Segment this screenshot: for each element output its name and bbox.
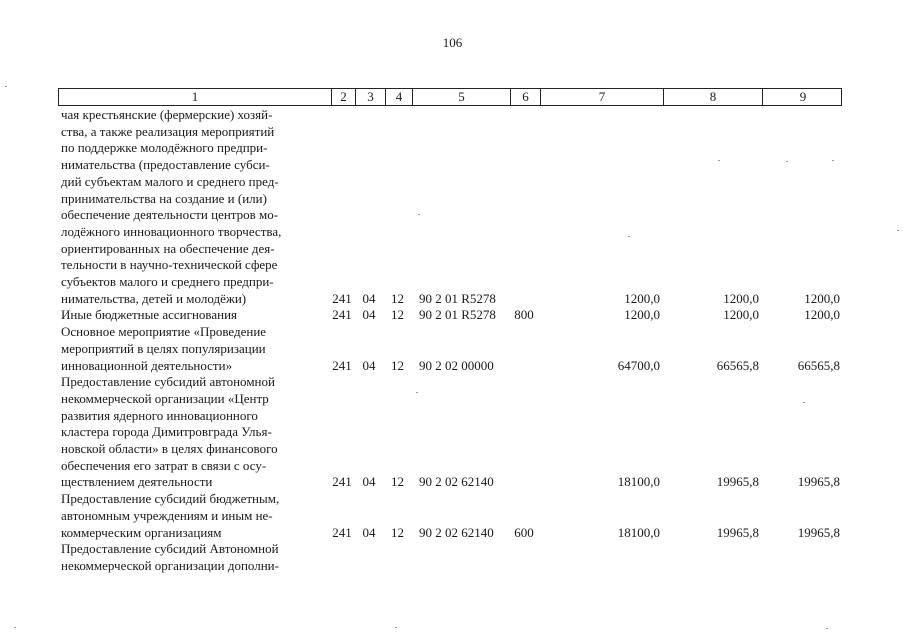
header-col-3: 3 <box>355 89 385 105</box>
cell-col-2: 241 <box>332 290 352 306</box>
cell-col-8: 19965,8 <box>716 474 759 490</box>
cell-col-9: 1200,0 <box>804 307 840 323</box>
header-col-1: 1 <box>191 89 199 104</box>
row-description <box>58 307 330 324</box>
cell-col-2: 241 <box>332 357 352 373</box>
description-line: Предоставление субсидий Автономной <box>61 541 279 557</box>
description-line: автономным учреждениям и иным не- <box>61 507 273 523</box>
description-line: инновационной деятельности» <box>61 357 233 373</box>
table-row <box>58 107 842 307</box>
cell-col-2: 241 <box>332 474 352 490</box>
description-line: некоммерческой организации «Центр <box>61 390 269 406</box>
page-number: 106 <box>442 35 463 50</box>
scan-speck <box>786 161 788 162</box>
cell-col-5: 90 2 02 00000 <box>419 357 494 373</box>
cell-col-4: 12 <box>391 357 404 373</box>
cell-col-7: 18100,0 <box>617 474 660 490</box>
row-description <box>58 324 330 374</box>
description-line: тельности в научно-технической сфере <box>61 257 278 273</box>
table-row <box>58 491 842 541</box>
scan-speck <box>628 236 630 237</box>
scan-speck <box>832 160 834 161</box>
description-line: лодёжного инновационного творчества, <box>61 223 282 239</box>
table-row <box>58 324 842 374</box>
description-line: ства, а также реализация мероприятий <box>61 123 275 139</box>
cell-col-7: 18100,0 <box>617 524 660 540</box>
description-line: мероприятий в целях популяризации <box>61 340 266 356</box>
row-description <box>58 491 330 541</box>
header-col-4: 4 <box>385 89 412 105</box>
cell-col-9: 1200,0 <box>804 290 840 306</box>
description-line: Предоставление субсидий бюджетным, <box>61 491 280 507</box>
cell-col-2: 241 <box>332 307 352 323</box>
cell-col-6: 800 <box>514 307 534 323</box>
cell-col-8: 19965,8 <box>716 524 759 540</box>
scan-speck <box>418 214 420 215</box>
cell-col-7: 1200,0 <box>624 307 660 323</box>
header-col-5: 5 <box>412 89 510 105</box>
description-line: по поддержке молодёжного предпри- <box>61 140 268 156</box>
scan-speck <box>803 402 805 403</box>
description-line: обеспечения его затрат в связи с осу- <box>61 457 267 473</box>
table-row <box>58 307 842 324</box>
header-col-9: 9 <box>762 89 843 105</box>
scan-speck <box>416 392 418 393</box>
row-description <box>58 374 330 491</box>
cell-col-4: 12 <box>391 474 404 490</box>
table-header-row <box>58 88 842 106</box>
table-row <box>58 541 842 574</box>
description-line: принимательства на создание и (или) <box>61 190 267 206</box>
description-line: ществлением деятельности <box>61 474 213 490</box>
cell-col-3: 04 <box>362 357 376 373</box>
description-line: развития ядерного инновационного <box>61 407 258 423</box>
table-body <box>58 107 842 575</box>
cell-col-5: 90 2 02 62140 <box>419 474 494 490</box>
description-line: нимательства, детей и молодёжи) <box>61 290 247 306</box>
scan-speck <box>5 86 7 87</box>
description-line: дий субъектам малого и среднего пред- <box>61 173 279 189</box>
description-line: Основное мероприятие «Проведение <box>61 324 267 340</box>
description-line: нимательства (предоставление субси- <box>61 157 270 173</box>
description-line: обеспечение деятельности центров мо- <box>61 207 279 223</box>
header-col-7: 7 <box>540 89 663 105</box>
cell-col-5: 90 2 01 R5278 <box>419 307 496 323</box>
budget-table <box>58 88 842 575</box>
cell-col-3: 04 <box>362 524 376 540</box>
cell-col-9: 19965,8 <box>797 474 840 490</box>
cell-col-3: 04 <box>362 290 376 306</box>
cell-col-4: 12 <box>391 307 404 323</box>
scan-speck <box>897 230 899 231</box>
description-line: новской области» в целях финансового <box>61 441 278 457</box>
scan-speck <box>14 627 16 628</box>
table-row <box>58 374 842 491</box>
header-col-2: 2 <box>331 89 355 105</box>
cell-col-4: 12 <box>391 290 404 306</box>
cell-col-7: 64700,0 <box>617 357 660 373</box>
scan-speck <box>395 627 397 628</box>
cell-col-8: 66565,8 <box>716 357 759 373</box>
header-col-6: 6 <box>510 89 540 105</box>
description-line: Предоставление субсидий автономной <box>61 374 275 390</box>
cell-col-3: 04 <box>362 307 376 323</box>
cell-col-2: 241 <box>332 524 352 540</box>
cell-col-8: 1200,0 <box>723 307 759 323</box>
cell-col-5: 90 2 01 R5278 <box>419 290 496 306</box>
description-line: коммерческим организациям <box>61 524 222 540</box>
header-col-8: 8 <box>663 89 762 105</box>
description-line: Иные бюджетные ассигнования <box>61 307 238 323</box>
cell-col-5: 90 2 02 62140 <box>419 524 494 540</box>
scan-speck <box>718 160 720 161</box>
cell-col-6: 600 <box>514 524 534 540</box>
cell-col-9: 19965,8 <box>797 524 840 540</box>
description-line: ориентированных на обеспечение дея- <box>61 240 275 256</box>
cell-col-4: 12 <box>391 524 404 540</box>
cell-col-9: 66565,8 <box>797 357 840 373</box>
description-line: кластера города Димитровграда Улья- <box>61 424 272 440</box>
scan-speck <box>826 628 828 629</box>
row-description <box>58 107 330 307</box>
description-line: некоммерческой организации дополни- <box>61 557 279 573</box>
cell-col-7: 1200,0 <box>624 290 660 306</box>
cell-col-8: 1200,0 <box>723 290 759 306</box>
cell-col-3: 04 <box>362 474 376 490</box>
row-description <box>58 541 330 574</box>
description-line: субъектов малого и среднего предпри- <box>61 274 274 290</box>
description-line: чая крестьянские (фермерские) хозяй- <box>61 107 273 122</box>
